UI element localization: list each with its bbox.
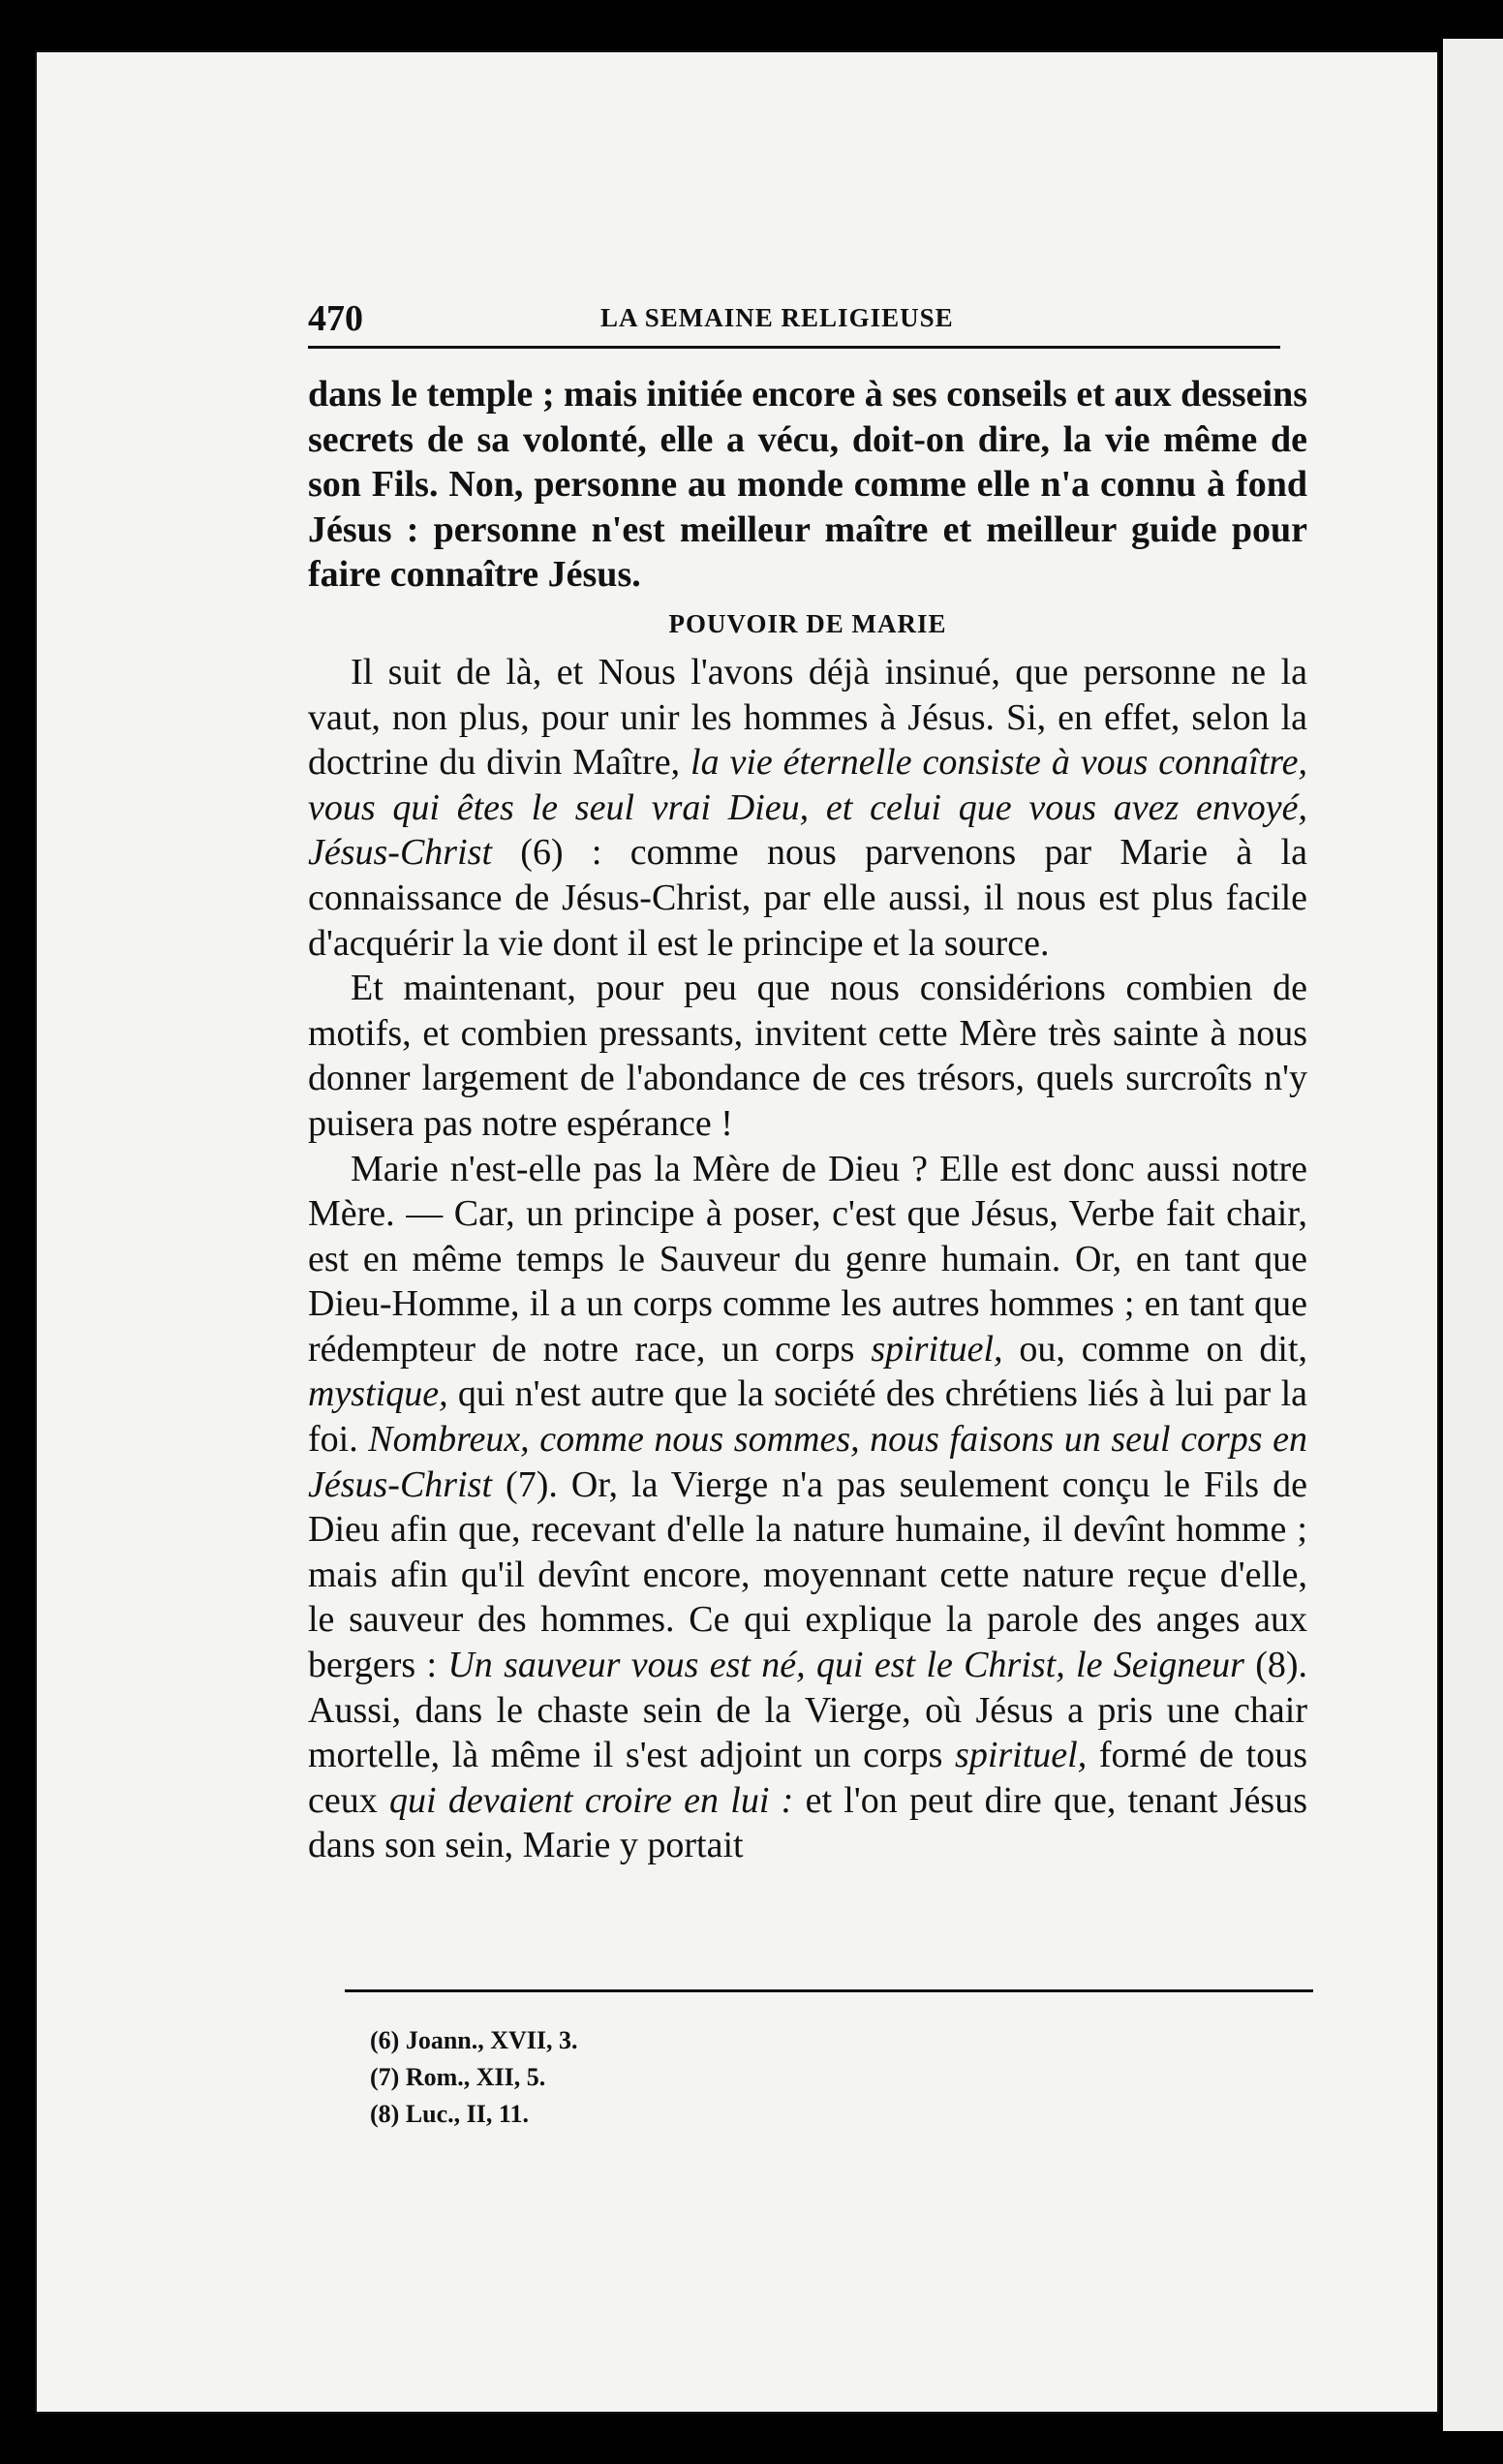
text-run: et l'on peut dire que, tenant Jésus dans son sein, Marie y portait <box>308 1779 1308 1866</box>
paragraph-2: Et maintenant, pour peu que nous considérions combien de motifs, et combien pressants, invitent cette Mère très sainte à nous donner largement de l'abondance de ces trésors, quels surcroîts n'y puisera pas notre espérance ! <box>308 968 1307 1144</box>
italic-term: mystique, <box>308 1373 448 1415</box>
italic-quote: Nombreux, comme nous sommes, nous faisons un seul corps en Jésus-Christ <box>308 1419 1307 1505</box>
italic-quote: la vie éternelle consiste à vous connaître, vous qui êtes le seul vrai Dieu, et celui que vous avez envoyé, Jésus-Christ <box>308 742 1307 874</box>
text-run: (8). Aussi, dans le chaste sein de la Vierge, où Jésus a pris une chair mortelle, là même il s'est adjoint un corps <box>308 1645 1307 1776</box>
adjacent-page-edge <box>1443 39 1503 2431</box>
text-run: qui n'est autre que la société des chrétiens liés à lui par la foi. <box>308 1373 1307 1461</box>
header-rule <box>308 346 1280 349</box>
text-run: (6) : comme nous parvenons par Marie à la connaissance de Jésus-Christ, par elle aussi, il nous est plus facile d'acquérir la vie dont il est le principe et la source. <box>308 832 1307 964</box>
footnote-6: (6) Joann., XVII, 3. <box>370 2026 578 2054</box>
book-page <box>35 50 1439 2414</box>
italic-term: spirituel, <box>871 1328 1003 1370</box>
opening-paragraph: dans le temple ; mais initiée encore à ses conseils et aux desseins secrets de sa volonté, elle a vécu, doit-on dire, la vie même de son Fils. Non, personne au monde comme elle n'a connu à fond Jésus : personne n'est meilleur maître et meilleur guide pour faire connaître Jésus. <box>308 374 1307 596</box>
text-run: Il suit de là, et Nous l'avons déjà insinué, que personne ne la vaut, non plus, pour unir les hommes à Jésus. Si, en effet, selon la doctrine du divin Maître, <box>308 651 1307 784</box>
page-number: 470 <box>308 298 363 339</box>
text-run: ou, comme on dit, <box>1002 1328 1308 1370</box>
footnote-7: (7) Rom., XII, 5. <box>370 2063 546 2091</box>
journal-title: LA SEMAINE RELIGIEUSE <box>600 303 954 332</box>
main-text <box>308 372 1307 1868</box>
paragraph-3 <box>308 1147 1307 1869</box>
text-run: formé de tous ceux <box>308 1735 1307 1821</box>
running-head <box>308 297 1280 344</box>
footnotes <box>370 2022 578 2133</box>
text-run: Marie n'est-elle pas la Mère de Dieu ? Elle est donc aussi notre Mère. — Car, un principe à poser, c'est que Jésus, Verbe fait chair, est en même temps le Sauveur du genre humain. Or, en tant que Dieu-Homme, il a un corps comme les autres hommes ; en tant que rédempteur de notre race, un corps <box>308 1148 1307 1370</box>
section-heading: POUVOIR DE MARIE <box>668 608 947 638</box>
italic-quote: Un sauveur vous est né, qui est le Christ, le Seigneur <box>447 1645 1244 1686</box>
italic-term: spirituel, <box>955 1735 1088 1776</box>
paragraph-1 <box>308 650 1307 966</box>
italic-quote: qui devaient croire en lui : <box>389 1779 794 1821</box>
footnote-rule <box>345 1989 1313 1992</box>
text-run: (7). Or, la Vierge n'a pas seulement conçu le Fils de Dieu afin que, recevant d'elle la nature humaine, il devînt homme ; mais afin qu'il devînt encore, moyennant cette nature reçue d'elle, le sauveur des hommes. Ce qui explique la parole des anges aux bergers : <box>308 1463 1307 1686</box>
footnote-8: (8) Luc., II, 11. <box>370 2100 529 2128</box>
